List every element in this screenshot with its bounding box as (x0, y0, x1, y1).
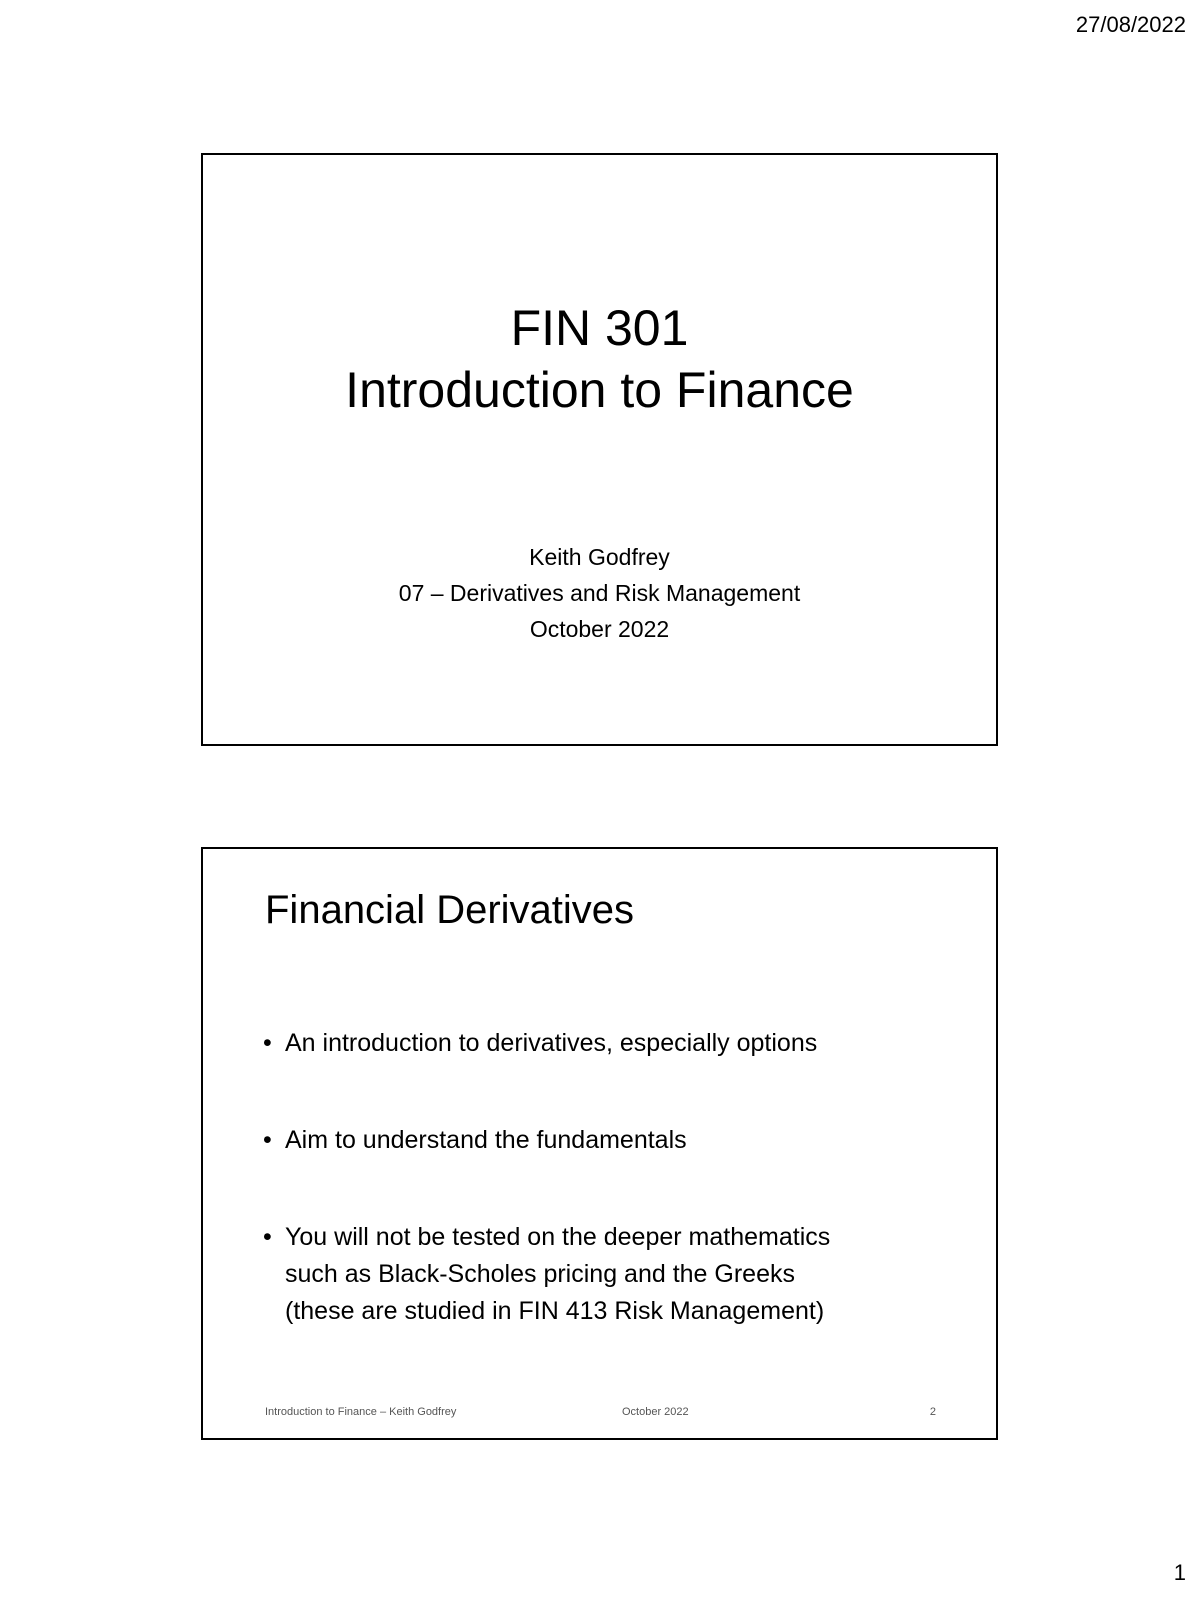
slide-2 (201, 847, 998, 1440)
bullet-text: An introduction to derivatives, especially options (285, 1029, 818, 1057)
bullet-icon: • (263, 1126, 272, 1154)
bullet-text: You will not be tested on the deeper mathematics (285, 1223, 831, 1251)
slide-1-subtitle (203, 539, 996, 647)
slide-footer (265, 1404, 936, 1420)
title-line-course-code: FIN 301 (510, 300, 689, 356)
slide-2-heading: Financial Derivatives (265, 888, 635, 932)
subtitle-date: October 2022 (529, 616, 670, 642)
slide-1-title (203, 297, 996, 421)
bullet-item (263, 1025, 956, 1062)
title-line-course-name: Introduction to Finance (345, 362, 854, 418)
footer-slide-number: 2 (929, 1406, 936, 1418)
page-number: 1 (1173, 1560, 1186, 1585)
footer-date: October 2022 (622, 1406, 689, 1418)
bullet-item (263, 1219, 956, 1330)
bullet-list (263, 1025, 956, 1330)
bullet-icon: • (263, 1029, 272, 1057)
footer-course-author: Introduction to Finance – Keith Godfrey (265, 1406, 457, 1418)
subtitle-author: Keith Godfrey (529, 544, 670, 570)
bullet-icon: • (263, 1223, 272, 1251)
page-date: 27/08/2022 (1075, 12, 1186, 37)
subtitle-topic: 07 – Derivatives and Risk Management (398, 580, 801, 606)
bullet-text: (these are studied in FIN 413 Risk Management) (285, 1297, 825, 1325)
bullet-item (263, 1122, 956, 1159)
slide-1 (201, 153, 998, 746)
bullet-text: Aim to understand the fundamentals (285, 1126, 687, 1154)
bullet-text: such as Black-Scholes pricing and the Greeks (285, 1260, 795, 1288)
